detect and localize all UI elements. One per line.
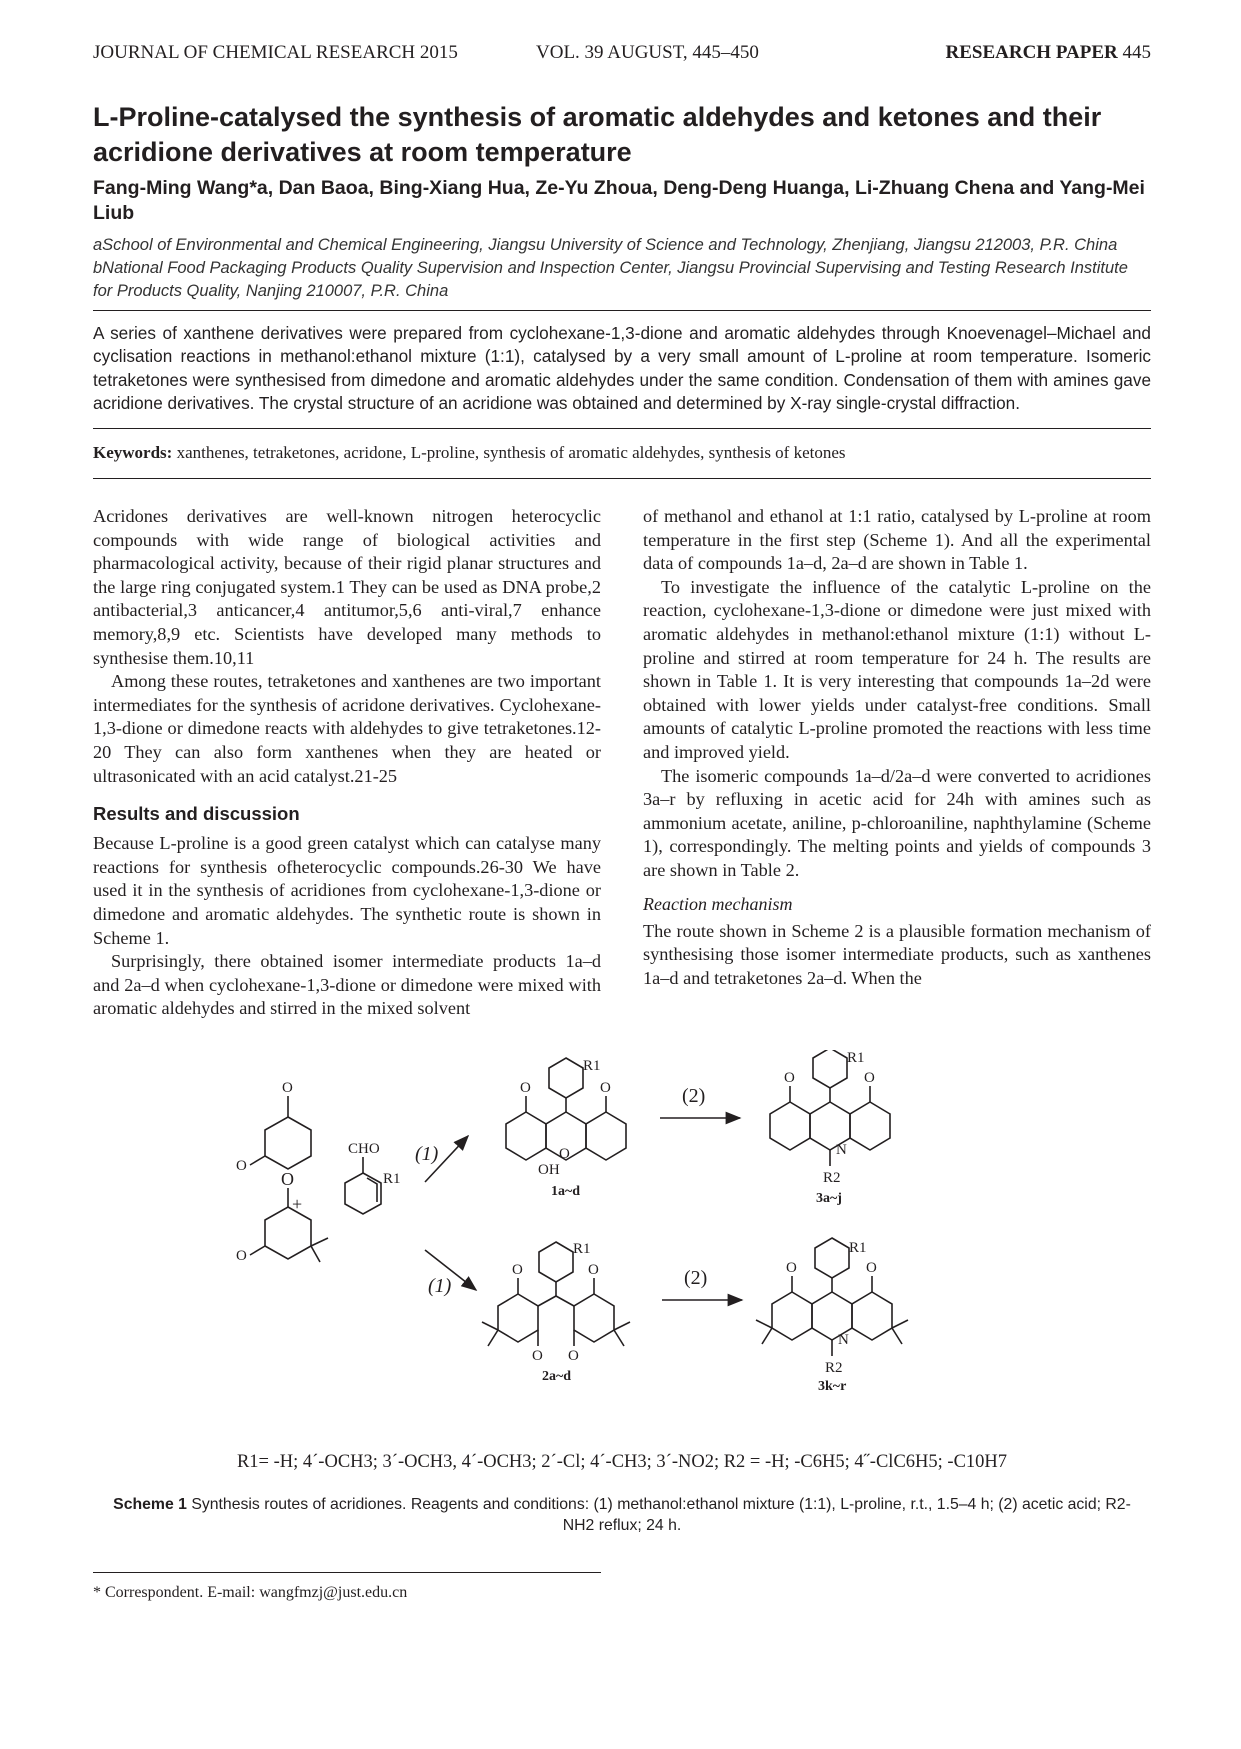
paragraph-route: The route shown in Scheme 2 is a plausible formation mechanism of synthesising those isomer intermediate products, such as xanthenes 1a–d and tetraketones 2a–d. When the [643,920,1151,988]
step-1-label: (1) [428,1275,452,1297]
affiliation-b: bNational Food Packaging Products Quality Supervision and Inspection Center, Jiangsu Provincial Supervising and Testing Research Institute for Products Quality, Nanjing 210007, P.R. China [93,259,1128,300]
acridione-left-top [770,1102,810,1150]
tetraketone-phenyl [539,1242,573,1282]
section-heading-results: Results and discussion [93,803,300,825]
correspondence-footnote: * Correspondent. E-mail: wangfmzj@just.edu.cn [93,1584,408,1601]
compound-3k-label: 3k~r [818,1379,847,1394]
label-cho: CHO [348,1141,380,1157]
section-heading-mechanism: Reaction mechanism [643,893,793,914]
running-head [93,42,1151,68]
label-r1: R1 [573,1241,591,1257]
label-o: O [559,1146,570,1162]
affiliation-a: aSchool of Environmental and Chemical Engineering, Jiangsu University of Science and Technology, Zhenjiang, Jiangsu 212003, P.R. China [93,236,1118,254]
compound-3a-label: 3a~j [816,1191,842,1206]
label-o: O [588,1262,599,1278]
acridione-right-top [850,1102,890,1150]
reaction-scheme [220,1050,1060,1450]
acridione-phenyl-top [813,1050,847,1088]
xanthene-right-ring [586,1112,626,1160]
benzaldehyde-ring [345,1173,381,1214]
scheme-caption-label: Scheme 1 [113,1496,187,1513]
label-o: O [236,1158,247,1174]
label-o: O [512,1262,523,1278]
paragraph-intro: Acridones derivatives are well-known nitrogen heterocyclic compounds with wide range of biological activities and pharmacological activity, because of their rigid planar structures and the large ring conjugated system.1 They can be used as DNA probe,2 antibacterial,3 anticancer,4 antitumor,5,6 anti-viral,7 enhance memory,8,9 etc. Scientists have developed many methods to synthesise them.10,11 [93,506,601,668]
label-o: O [282,1080,293,1096]
scheme-caption-text: Synthesis routes of acridiones. Reagents and conditions: (1) methanol:ethanol mixture (1:1), L-proline, r.t., 1.5–4 h; (2) acetic acid; R2-NH2 reflux; 24 h. [191,1496,1131,1534]
paper-title: L-Proline-catalysed the synthesis of aromatic aldehydes and ketones and their acridione derivatives at room temperature [93,102,1102,167]
keywords [93,442,1151,464]
author-list: Fang-Ming Wang*a, Dan Baoa, Bing-Xiang Hua, Ze-Yu Zhoua, Deng-Deng Huanga, Li-Zhuang Chena and Yang-Mei Liub [93,177,1145,224]
page-number: 445 [1122,42,1151,63]
label-r1: R1 [847,1050,865,1066]
label-o: O [281,1169,294,1189]
tetraketone-left-ring [498,1294,538,1342]
dimedone-ring [265,1207,311,1259]
xanthene-left-ring [506,1112,546,1160]
issue-info: VOL. 39 AUGUST, 445–450 [536,42,759,63]
step-1-label: (1) [415,1143,439,1165]
page-header-right [946,42,1152,64]
label-r1: R1 [383,1171,401,1187]
label-r2: R2 [823,1170,841,1186]
label-o: O [568,1348,579,1364]
label-o: O [532,1348,543,1364]
step-2-label: (2) [684,1267,708,1289]
acridione-left-bottom [772,1292,812,1340]
label-o: O [236,1248,247,1264]
tetraketone-right-ring [574,1294,614,1342]
body-column-left [93,505,601,1021]
label-n: N [838,1332,849,1348]
divider-top [93,310,1151,311]
label-o: O [786,1260,797,1276]
paragraph-influence: To investigate the influence of the catalytic L-proline on the reaction, cyclohexane-1,3-dione or dimedone were just mixed with aromatic aldehydes in methanol:ethanol mixture (1:1) without L-proline and stirred at room temperature for 24 h. The results are shown in Table 1. It is very interesting that compounds 1a–2d were obtained with lower yields under catalyst-free conditions. Small amounts of catalytic L-proline promoted the reactions with less time and improved yield. [643,576,1151,762]
xanthene-phenyl [549,1058,583,1098]
compound-1-label: 1a~d [551,1184,581,1199]
keywords-text: xanthenes, tetraketones, acridone, L-proline, synthesis of aromatic aldehydes, synthesis of ketones [176,443,846,462]
affiliations [93,234,1151,303]
paragraph-routes: Among these routes, tetraketones and xanthenes are two important intermediates for the synthesis of acridone derivatives. Cyclohexane-1,3-dione or dimedone reacts with aldehydes to give tetraketones.12-20 They can also form xanthenes when they are heated or ultrasonicated with an acid catalyst.21-25 [93,671,601,786]
acridione-right-bottom [852,1292,892,1340]
label-oh: OH [538,1162,560,1178]
paragraph-methanol: of methanol and ethanol at 1:1 ratio, catalysed by L-proline at room temperature in the first step (Scheme 1). And all the experimental data of compounds 1a–d, 2a–d are shown in Table 1. [643,506,1151,574]
label-o: O [520,1080,531,1096]
acridione-phenyl-bottom [815,1238,849,1278]
divider-abstract [93,428,1151,429]
plus-sign: + [292,1194,303,1214]
paragraph-isomeric: The isomeric compounds 1a–d/2a–d were converted to acridiones 3a–r by refluxing in acetic acid for 24h with amines such as ammonium acetate, aniline, p-chloroaniline, naphthylamine (Scheme 1), correspondingly. The melting points and yields of compounds 3 are shown in Table 2. [643,765,1151,880]
label-n: N [836,1142,847,1158]
journal-name: JOURNAL OF CHEMICAL RESEARCH 2015 [93,42,458,63]
footnote-divider [93,1572,601,1573]
label-o: O [864,1070,875,1086]
divider-keywords [93,478,1151,479]
label-r2: R2 [825,1360,843,1376]
paragraph-proline: Because L-proline is a good green catalyst which can catalyse many reactions for synthesis ofheterocyclic compounds.26-30 We have used it in the synthesis of acridiones from cyclohexane-1,3-dione or dimedone and aromatic aldehydes. The synthetic route is shown in Scheme 1. [93,833,601,948]
step-2-label: (2) [682,1085,706,1107]
paragraph-surprisingly: Surprisingly, there obtained isomer intermediate products 1a–d and 2a–d when cyclohexane-1,3-dione or dimedone were mixed with aromatic aldehydes and stirred in the mixed solvent [93,951,601,1019]
label-o: O [600,1080,611,1096]
label-o: O [784,1070,795,1086]
article-type: RESEARCH PAPER [945,42,1118,63]
scheme-substituents: R1= -H; 4´-OCH3; 3´-OCH3, 4´-OCH3; 2´-Cl; 4´-CH3; 3´-NO2; R2 = -H; -C6H5; 4˝-ClC6H5; -C10H7 [236,1452,1008,1472]
keywords-label: Keywords: [93,443,173,462]
body-column-right [643,505,1151,990]
label-r1: R1 [849,1240,867,1256]
label-o: O [866,1260,877,1276]
label-r1: R1 [583,1058,601,1074]
compound-2-label: 2a~d [542,1369,572,1384]
abstract: A series of xanthene derivatives were prepared from cyclohexane-1,3-dione and aromatic aldehydes through Knoevenagel–Michael and cyclisation reactions in methanol:ethanol mixture (1:1), catalysed by a very small amount of L-proline at room temperature. Isomeric tetraketones were synthesised from dimedone and aromatic aldehydes under the same condition. Condensation of them with amines gave acridione derivatives. The crystal structure of an acridione was obtained and determined by X-ray single-crystal diffraction. [93,323,1151,413]
scheme-caption [110,1494,1134,1536]
cyclohexanedione-ring [265,1117,311,1169]
